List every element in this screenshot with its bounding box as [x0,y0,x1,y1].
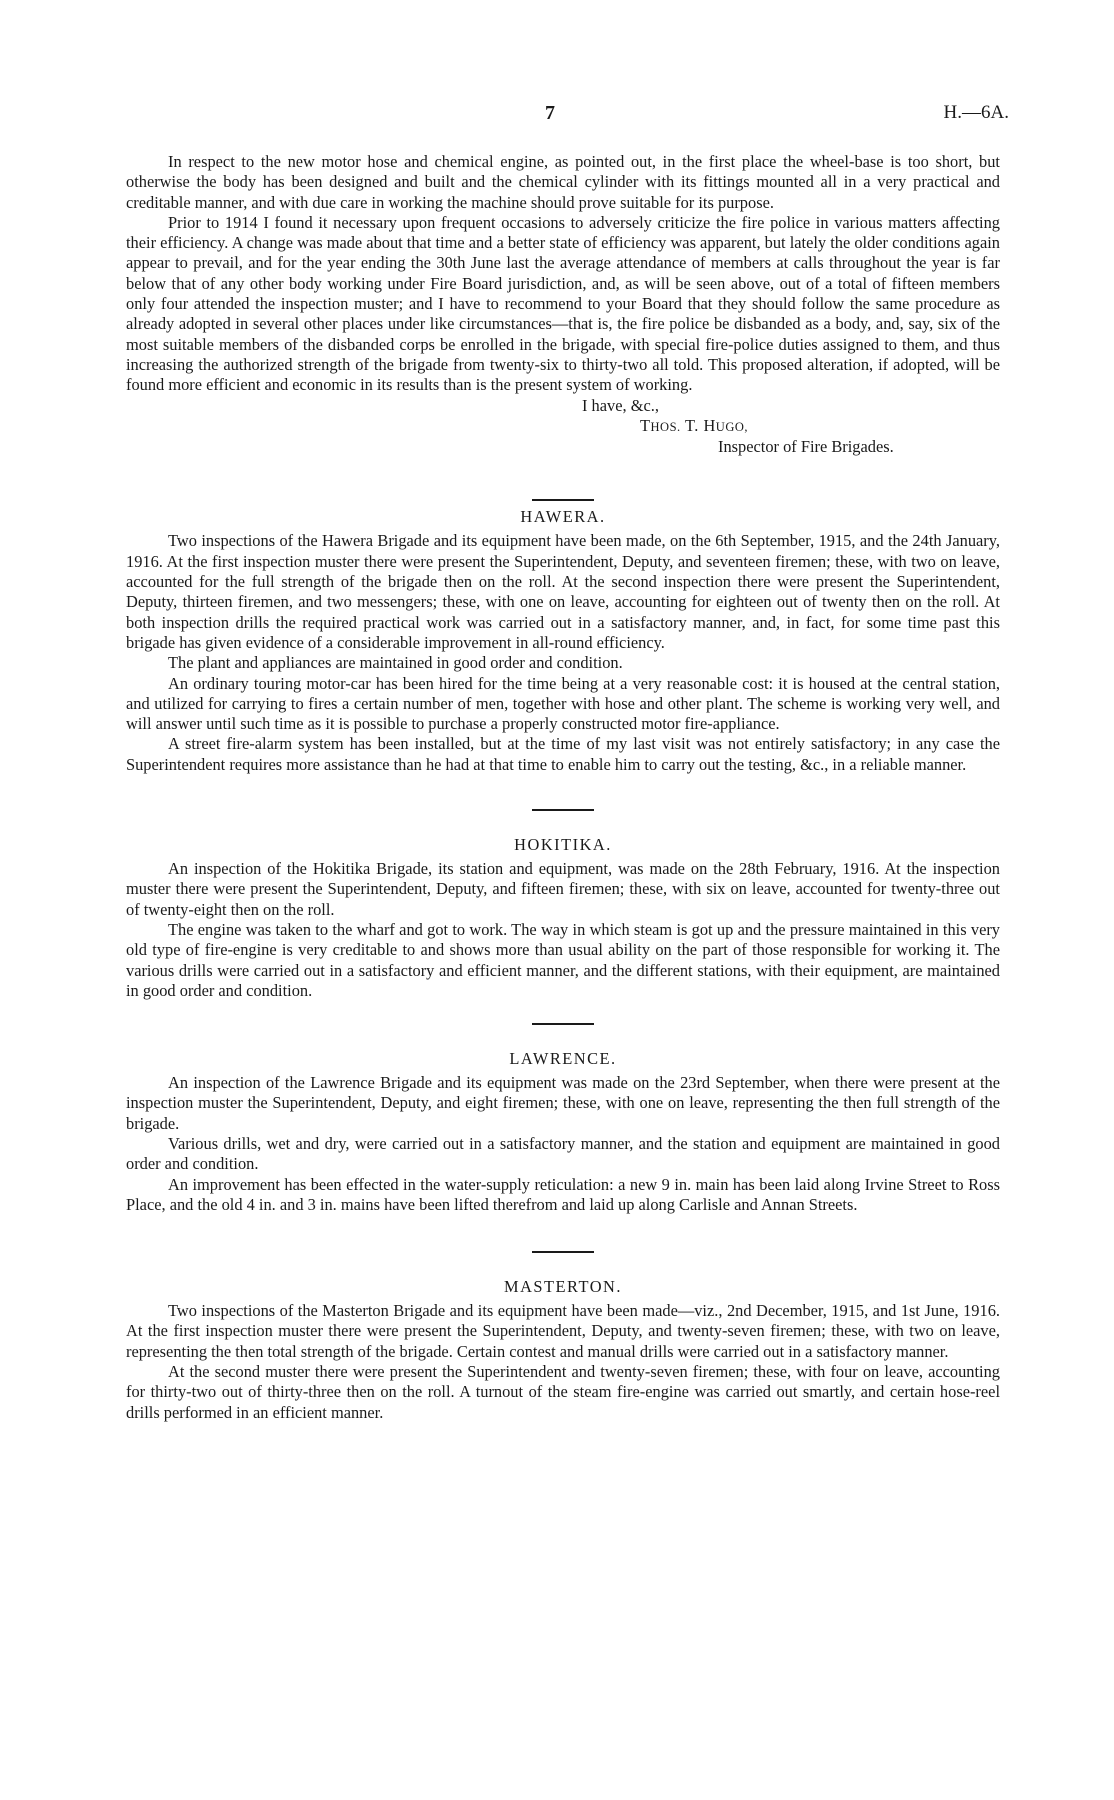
section-divider [532,499,594,501]
hawera-paragraph: A street fire-alarm system has been installed, but at the time of my last visit was not entirely satisfactory; in any case the Superintendent requires more assistance than he had at that time to enable him to carry out the testing, &c., in a reliable manner. [126,734,1000,774]
section-title-hokitika: HOKITIKA. [514,835,612,855]
section-lawrence [126,1073,1000,1215]
hokitika-paragraph: The engine was taken to the wharf and got to work. The way in which steam is got up and the pressure maintained in this very old type of fire-engine is very creditable to and shows more than usual ability on the part of those responsible for working it. The various drills were carried out in a satisfactory and efficient manner, and the different stations, with their equipment, are maintained in good order and condition. [126,919,1000,1000]
signoff-closing: I have, &c., [582,395,659,415]
lawrence-paragraph: An improvement has been effected in the water-supply reticulation: a new 9 in. main has been laid along Irvine Street to Ross Place, and the old 4 in. and 3 in. mains have been lifted therefrom and laid up along Carlisle and Annan Streets. [126,1174,1000,1214]
signoff [126,396,1000,458]
signoff-title: Inspector of Fire Brigades. [718,437,894,457]
section-masterton [126,1301,1000,1423]
masterton-paragraph: Two inspections of the Masterton Brigade and its equipment have been made—viz., 2nd December, 1915, and 1st June, 1916. At the first inspection muster there were present the Superintendent, Deputy, and twenty-seven firemen; these, with two on leave, representing the then total strength of the brigade. Certain contest and manual drills were carried out in a satisfactory manner. [126,1301,1000,1361]
hawera-paragraph: Two inspections of the Hawera Brigade and its equipment have been made, on the 6th September, 1915, and the 24th January, 1916. At the first inspection muster there were present the Superintendent, Deputy, and seventeen firemen; these, with two on leave, accounted for the full strength of the brigade then on the roll. At the second inspection there were present the Superintendent, Deputy, thirteen firemen, and two messengers; these, with one on leave, accounting for eighteen out of twenty then on the roll. At both inspection drills the required practical work was carried out in a satisfactory manner, and, in fact, for some time past this brigade has given evidence of a considerable improvement in all-round efficiency. [126,531,1000,652]
lawrence-paragraph: An inspection of the Lawrence Brigade and its equipment was made on the 23rd September, when there were present at the inspection muster the Superintendent, Deputy, and eight firemen; these, with one on leave, representing the then full strength of the brigade. [126,1073,1000,1133]
signoff-name: THOS. T. HUGO, [640,415,749,435]
hawera-paragraph: An ordinary touring motor-car has been hired for the time being at a very reasonable cost: it is housed at the central station, and utilized for carrying to fires a certain number of men, together with hose and other plant. The scheme is working very well, and will answer until such time as it is possible to purchase a properly constructed motor fire-appliance. [126,673,1000,734]
document-reference: H.—6A. [943,102,1009,123]
intro-paragraph: Prior to 1914 I found it necessary upon frequent occasions to adversely criticize the fire police in various matters affecting their efficiency. A change was made about that time and a better state of efficiency was apparent, but lately the older conditions again appear to prevail, and for the year ending the 30th June last the average attendance of members at calls throughout the year is far below that of any other body working under Fire Board jurisdiction, and, as will be seen above, out of a total of fifteen members only four attended the inspection muster; and I have to recommend to your Board that they should follow the same procedure as already adopted in several other places under like circumstances—that is, the fire police be disbanded as a body, and, say, six of the most suitable members of the disbanded corps be enrolled in the brigade, with special fire-police duties assigned to them, and thus increasing the authorized strength of the brigade from twenty-six to thirty-two all told. This proposed alteration, if adopted, will be found more efficient and economic in its results than is the present system of working. [126,212,1000,395]
lawrence-paragraph: Various drills, wet and dry, were carried out in a satisfactory manner, and the station and equipment are maintained in good order and condition. [126,1133,1000,1174]
intro-paragraph: In respect to the new motor hose and chemical engine, as pointed out, in the first place the wheel-base is too short, but otherwise the body has been designed and built and the chemical cylinder with its fittings mounted all in a very practical and creditable manner, and with due care in working the machine should prove suitable for its purpose. [126,152,1000,212]
page-header [0,102,1114,130]
page-number: 7 [545,102,555,124]
section-divider [532,809,594,811]
masterton-paragraph: At the second muster there were present the Superintendent and twenty-seven firemen; these, with four on leave, accounting for thirty-two out of thirty-three then on the roll. A turnout of the steam fire-engine was carried out smartly, and certain hose-reel drills performed in an efficient manner. [126,1362,1000,1422]
section-title-hawera: HAWERA. [520,507,606,527]
section-title-lawrence: LAWRENCE. [509,1049,617,1069]
section-divider [532,1251,594,1253]
intro-section [126,152,1000,457]
section-hokitika [126,859,1000,1001]
section-title-masterton: MASTERTON. [504,1277,622,1297]
section-divider [532,1023,594,1025]
body-text [126,152,1000,1423]
section-hawera [126,531,1000,775]
hokitika-paragraph: An inspection of the Hokitika Brigade, its station and equipment, was made on the 28th February, 1916. At the inspection muster there were present the Superintendent, Deputy, and fifteen firemen; these, with six on leave, accounted for twenty-three out of twenty-eight then on the roll. [126,859,1000,919]
hawera-paragraph: The plant and appliances are maintained in good order and condition. [168,653,623,673]
